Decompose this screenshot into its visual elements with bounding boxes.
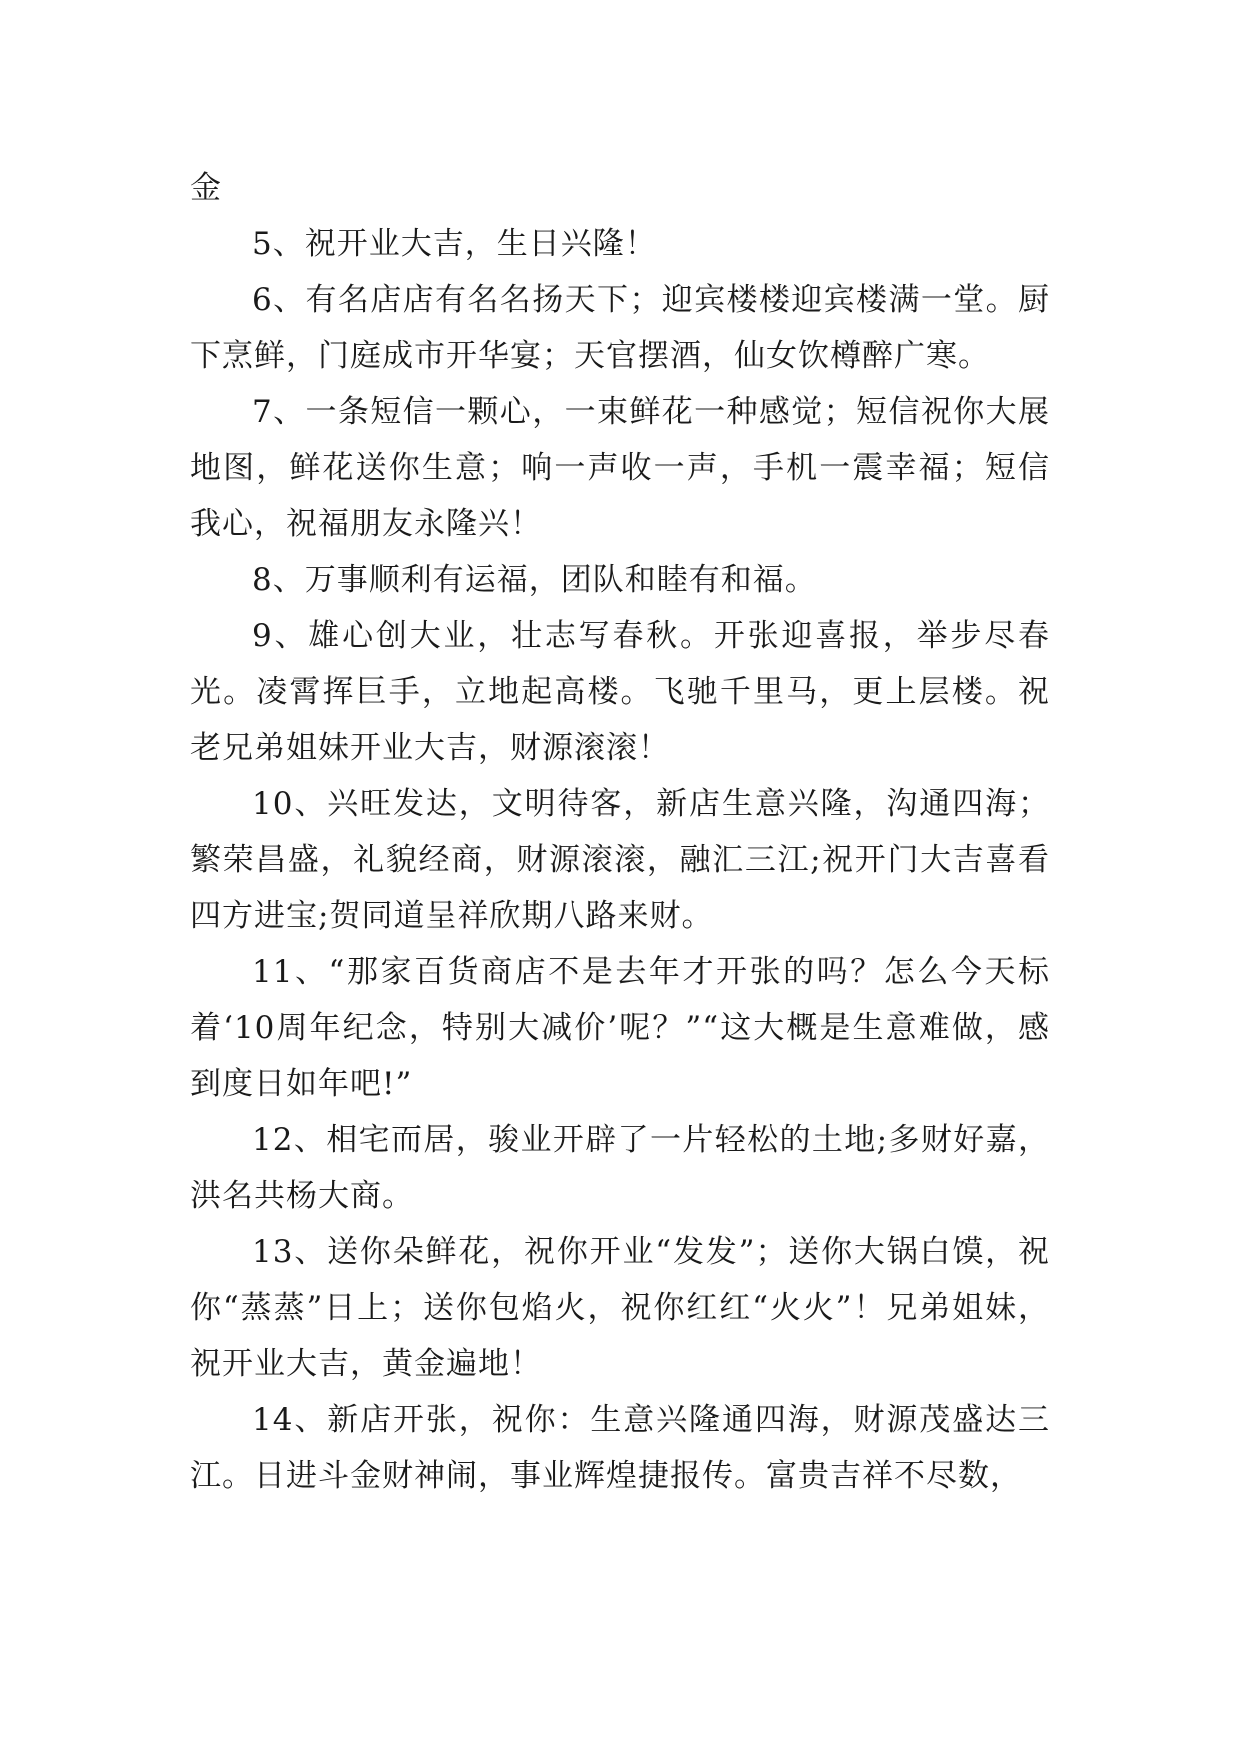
paragraph-5: 5、祝开业大吉，生日兴隆！ <box>252 226 657 262</box>
paragraph-8: 8、万事顺利有运福，团队和睦有和福。 <box>252 562 817 598</box>
paragraph-continuation: 金 <box>190 170 222 206</box>
paragraph-10: 10、兴旺发达，文明待客，新店生意兴隆，沟通四海；繁荣昌盛，礼貌经商，财源滚滚，融汇三江;祝开门大吉喜看四方进宝;贺同道呈祥欣期八路来财。 <box>190 786 1050 934</box>
paragraph-9: 9、雄心创大业，壮志写春秋。开张迎喜报，举步尽春光。凌霄挥巨手，立地起高楼。飞驰千里马，更上层楼。祝老兄弟姐妹开业大吉，财源滚滚！ <box>190 618 1050 766</box>
paragraph-13: 13、送你朵鲜花，祝你开业“发发”；送你大锅白馍，祝你“蒸蒸”日上；送你包焰火，祝你红红“火火”！兄弟姐妹，祝开业大吉，黄金遍地！ <box>190 1234 1050 1382</box>
paragraph-6: 6、有名店店有名名扬天下；迎宾楼楼迎宾楼满一堂。厨下烹鲜，门庭成市开华宴；天官摆酒，仙女饮樽醉广寒。 <box>190 282 1050 374</box>
paragraph-11: 11、“那家百货商店不是去年才开张的吗？怎么今天标着‘10周年纪念，特别大减价’呢？”“这大概是生意难做，感到度日如年吧!” <box>190 954 1050 1102</box>
paragraph-14: 14、新店开张，祝你：生意兴隆通四海，财源茂盛达三江。日进斗金财神闹，事业辉煌捷报传。富贵吉祥不尽数， <box>190 1402 1050 1494</box>
paragraph-12: 12、相宅而居，骏业开辟了一片轻松的土地;多财好嘉，洪名共杨大商。 <box>190 1122 1050 1214</box>
paragraph-7: 7、一条短信一颗心，一束鲜花一种感觉；短信祝你大展地图，鲜花送你生意；响一声收一声，手机一震幸福；短信我心，祝福朋友永隆兴！ <box>190 394 1050 542</box>
document-body <box>190 160 1050 1504</box>
